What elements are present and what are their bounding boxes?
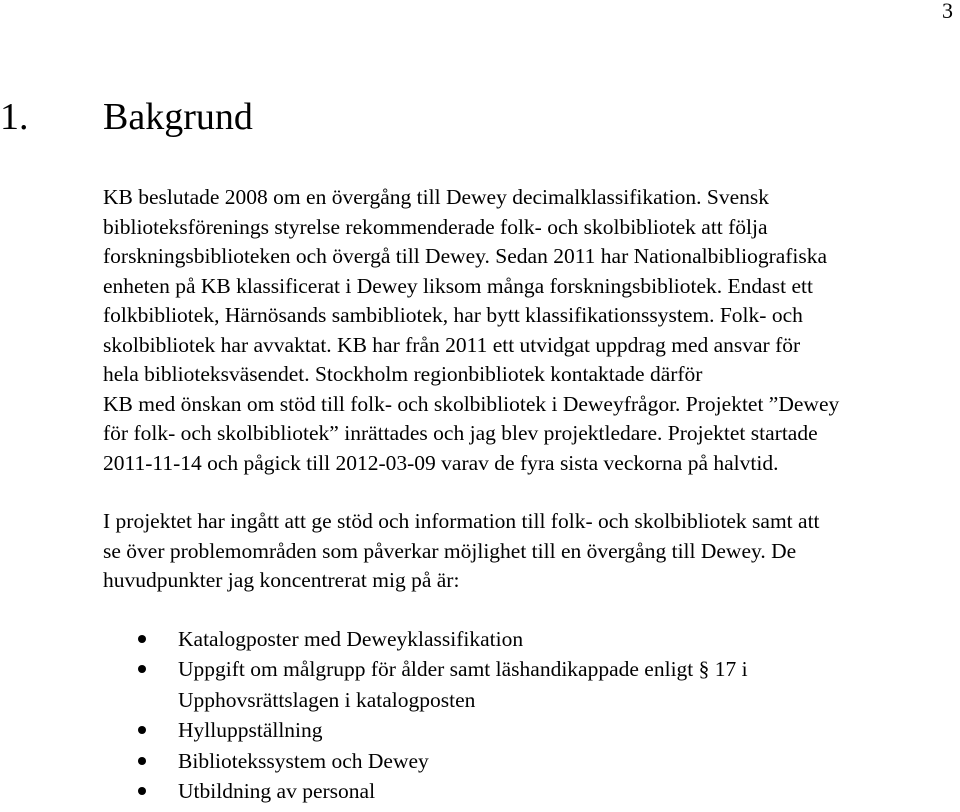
paragraph-line: skolbibliotek har avvaktat. KB har från 2011 ett utvidgat uppdrag med ansvar för <box>103 332 801 357</box>
paragraph-line: enheten på KB klassificerat i Dewey liksom många forskningsbibliotek. Endast ett <box>103 273 813 298</box>
bullet-icon <box>138 665 146 673</box>
paragraph-line: I projektet har ingått att ge stöd och information till folk- och skolbibliotek samt att <box>103 509 820 533</box>
body-content <box>103 183 960 807</box>
list-item-text: Upphovsrättslagen i katalogposten <box>178 687 476 712</box>
section-title: Bakgrund <box>103 96 253 138</box>
paragraph-project <box>103 507 960 596</box>
list-item-text: Utbildning av personal <box>178 779 376 803</box>
paragraph-line: se över problemområden som påverkar möjlighet till en övergång till Dewey. De <box>103 538 797 563</box>
paragraph-line: huvudpunkter jag koncentrerat mig på är: <box>103 568 460 592</box>
bullet-icon <box>138 726 146 734</box>
list-item <box>0 654 960 715</box>
list-item <box>0 624 960 655</box>
section-number: 1. <box>0 96 29 138</box>
list-item <box>0 746 960 777</box>
paragraph-line: hela biblioteksväsendet. Stockholm regionbibliotek kontaktade därför <box>103 362 703 386</box>
list-item-text: Hylluppställning <box>178 718 323 742</box>
paragraph-line: KB med önskan om stöd till folk- och skolbibliotek i Deweyfrågor. Projektet ”Dewey <box>103 391 840 416</box>
focus-points-list <box>0 624 960 807</box>
paragraph-line: folkbibliotek, Härnösands sambibliotek, har bytt klassifikationssystem. Folk- och <box>103 303 803 327</box>
list-item-text: Katalogposter med Deweyklassifikation <box>178 626 524 651</box>
bullet-icon <box>138 757 146 765</box>
paragraph-background <box>103 183 960 478</box>
list-item-text: Bibliotekssystem och Dewey <box>178 748 429 773</box>
paragraph-line: forskningsbiblioteken och övergå till Dewey. Sedan 2011 har Nationalbibliografiska <box>103 244 828 268</box>
paragraph-line: 2011-11-14 och pågick till 2012-03-09 varav de fyra sista veckorna på halvtid. <box>103 450 779 475</box>
list-item-text: Uppgift om målgrupp för ålder samt läshandikappade enligt § 17 i <box>178 657 748 681</box>
paragraph-line: för folk- och skolbibliotek” inrättades och jag blev projektledare. Projektet startade <box>103 421 818 445</box>
paragraph-line: KB beslutade 2008 om en övergång till Dewey decimalklassifikation. Svensk <box>103 185 769 209</box>
bullet-icon <box>138 787 146 795</box>
paragraph-line: biblioteksförenings styrelse rekommenderade folk- och skolbibliotek att följa <box>103 214 768 239</box>
list-item <box>0 776 960 807</box>
list-item <box>0 715 960 746</box>
bullet-icon <box>138 635 146 643</box>
section-heading <box>0 94 253 140</box>
page-number: 3 <box>942 0 953 23</box>
